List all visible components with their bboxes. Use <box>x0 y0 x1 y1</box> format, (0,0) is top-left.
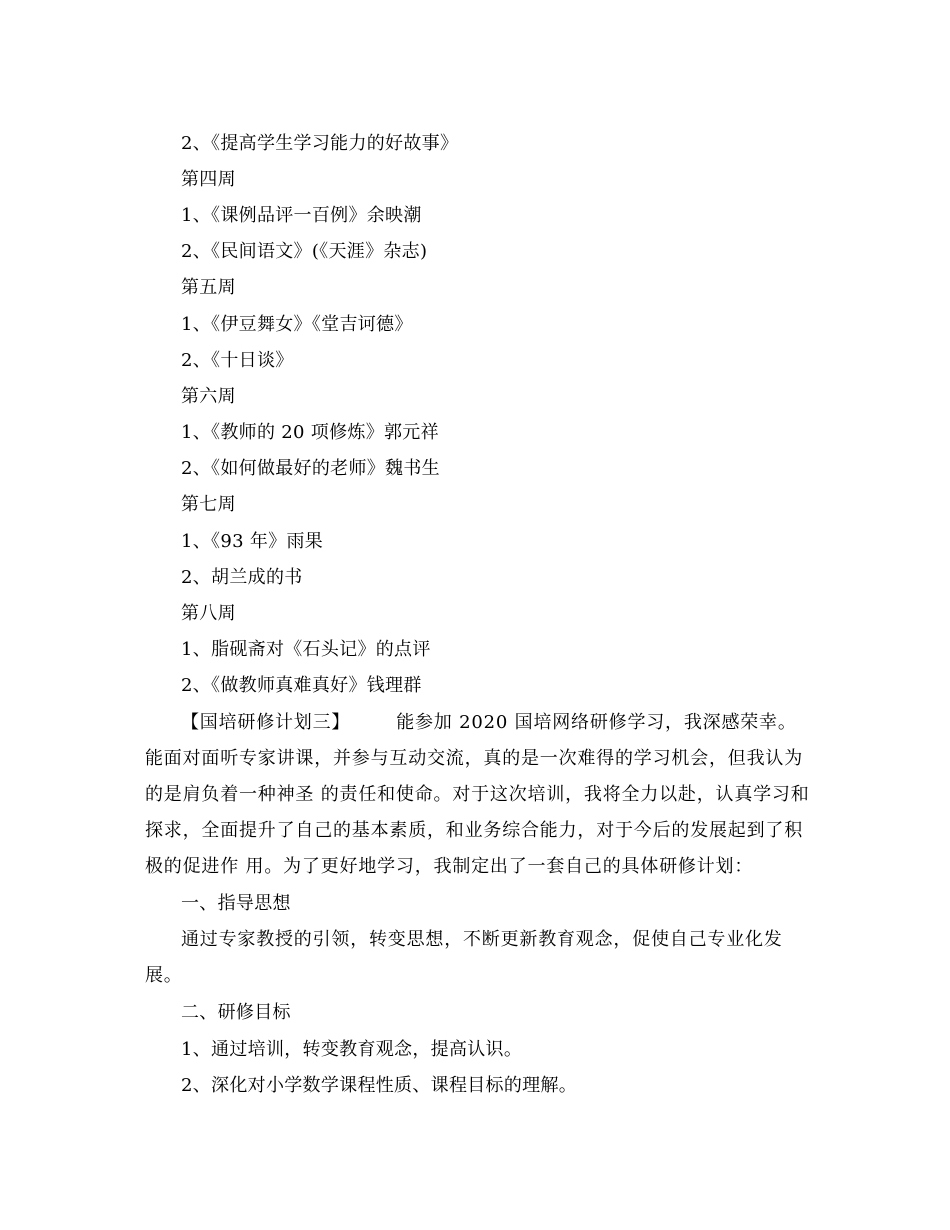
plan-three-heading: 【国培研修计划三】 <box>181 712 351 733</box>
reading-item: 1、《教师的 20 项修炼》郭元祥 <box>181 422 439 443</box>
goal-item: 1、通过培训，转变教育观念，提高认识。 <box>181 1039 523 1060</box>
week-heading: 第四周 <box>181 169 236 190</box>
goal-item: 2、深化对小学数学课程性质、课程目标的理解。 <box>181 1075 578 1096</box>
reading-item: 1、《伊豆舞女》《堂吉诃德》 <box>181 314 413 335</box>
week-heading: 第五周 <box>181 277 236 298</box>
reading-item: 1、《93 年》雨果 <box>181 531 324 552</box>
reading-item: 2、《如何做最好的老师》魏书生 <box>181 458 440 479</box>
plan-three-body: 能参加 2020 国培网络研修学习，我深感荣幸。能面对面听专家讲课，并参与互动交流，真的是一次难得的学习机会，但我认为的是肩负着一种神圣 的责任和使命。对于这次培训，我将全力以赴，认真学习和探求，全面提升了自己的基本素质，和业务综合能力，对于今后的发展起到了积极的促进作 用。为了更好地学习，我制定出了一套自己的具体研修计划： <box>145 712 810 877</box>
section-paragraph: 通过专家教授的引领，转变思想，不断更新教育观念，促使自己专业化发展。 <box>145 929 783 986</box>
week-heading: 第七周 <box>181 494 236 515</box>
week-heading: 第六周 <box>181 386 236 407</box>
reading-item: 1、脂砚斋对《石头记》的点评 <box>181 639 431 660</box>
reading-item: 2、《十日谈》 <box>181 350 294 371</box>
reading-item: 2、《提高学生学习能力的好故事》 <box>181 133 459 154</box>
reading-item: 2、《做教师真难真好》钱理群 <box>181 675 422 696</box>
week-heading: 第八周 <box>181 603 236 624</box>
section-heading: 一、指导思想 <box>181 893 291 914</box>
reading-item: 2、《民间语文》(《天涯》杂志) <box>181 241 428 262</box>
reading-item: 1、《课例品评一百例》余映潮 <box>181 205 422 226</box>
reading-item: 2、胡兰成的书 <box>181 567 303 588</box>
plan-three-paragraph <box>145 705 810 885</box>
section-heading: 二、研修目标 <box>181 1002 291 1023</box>
